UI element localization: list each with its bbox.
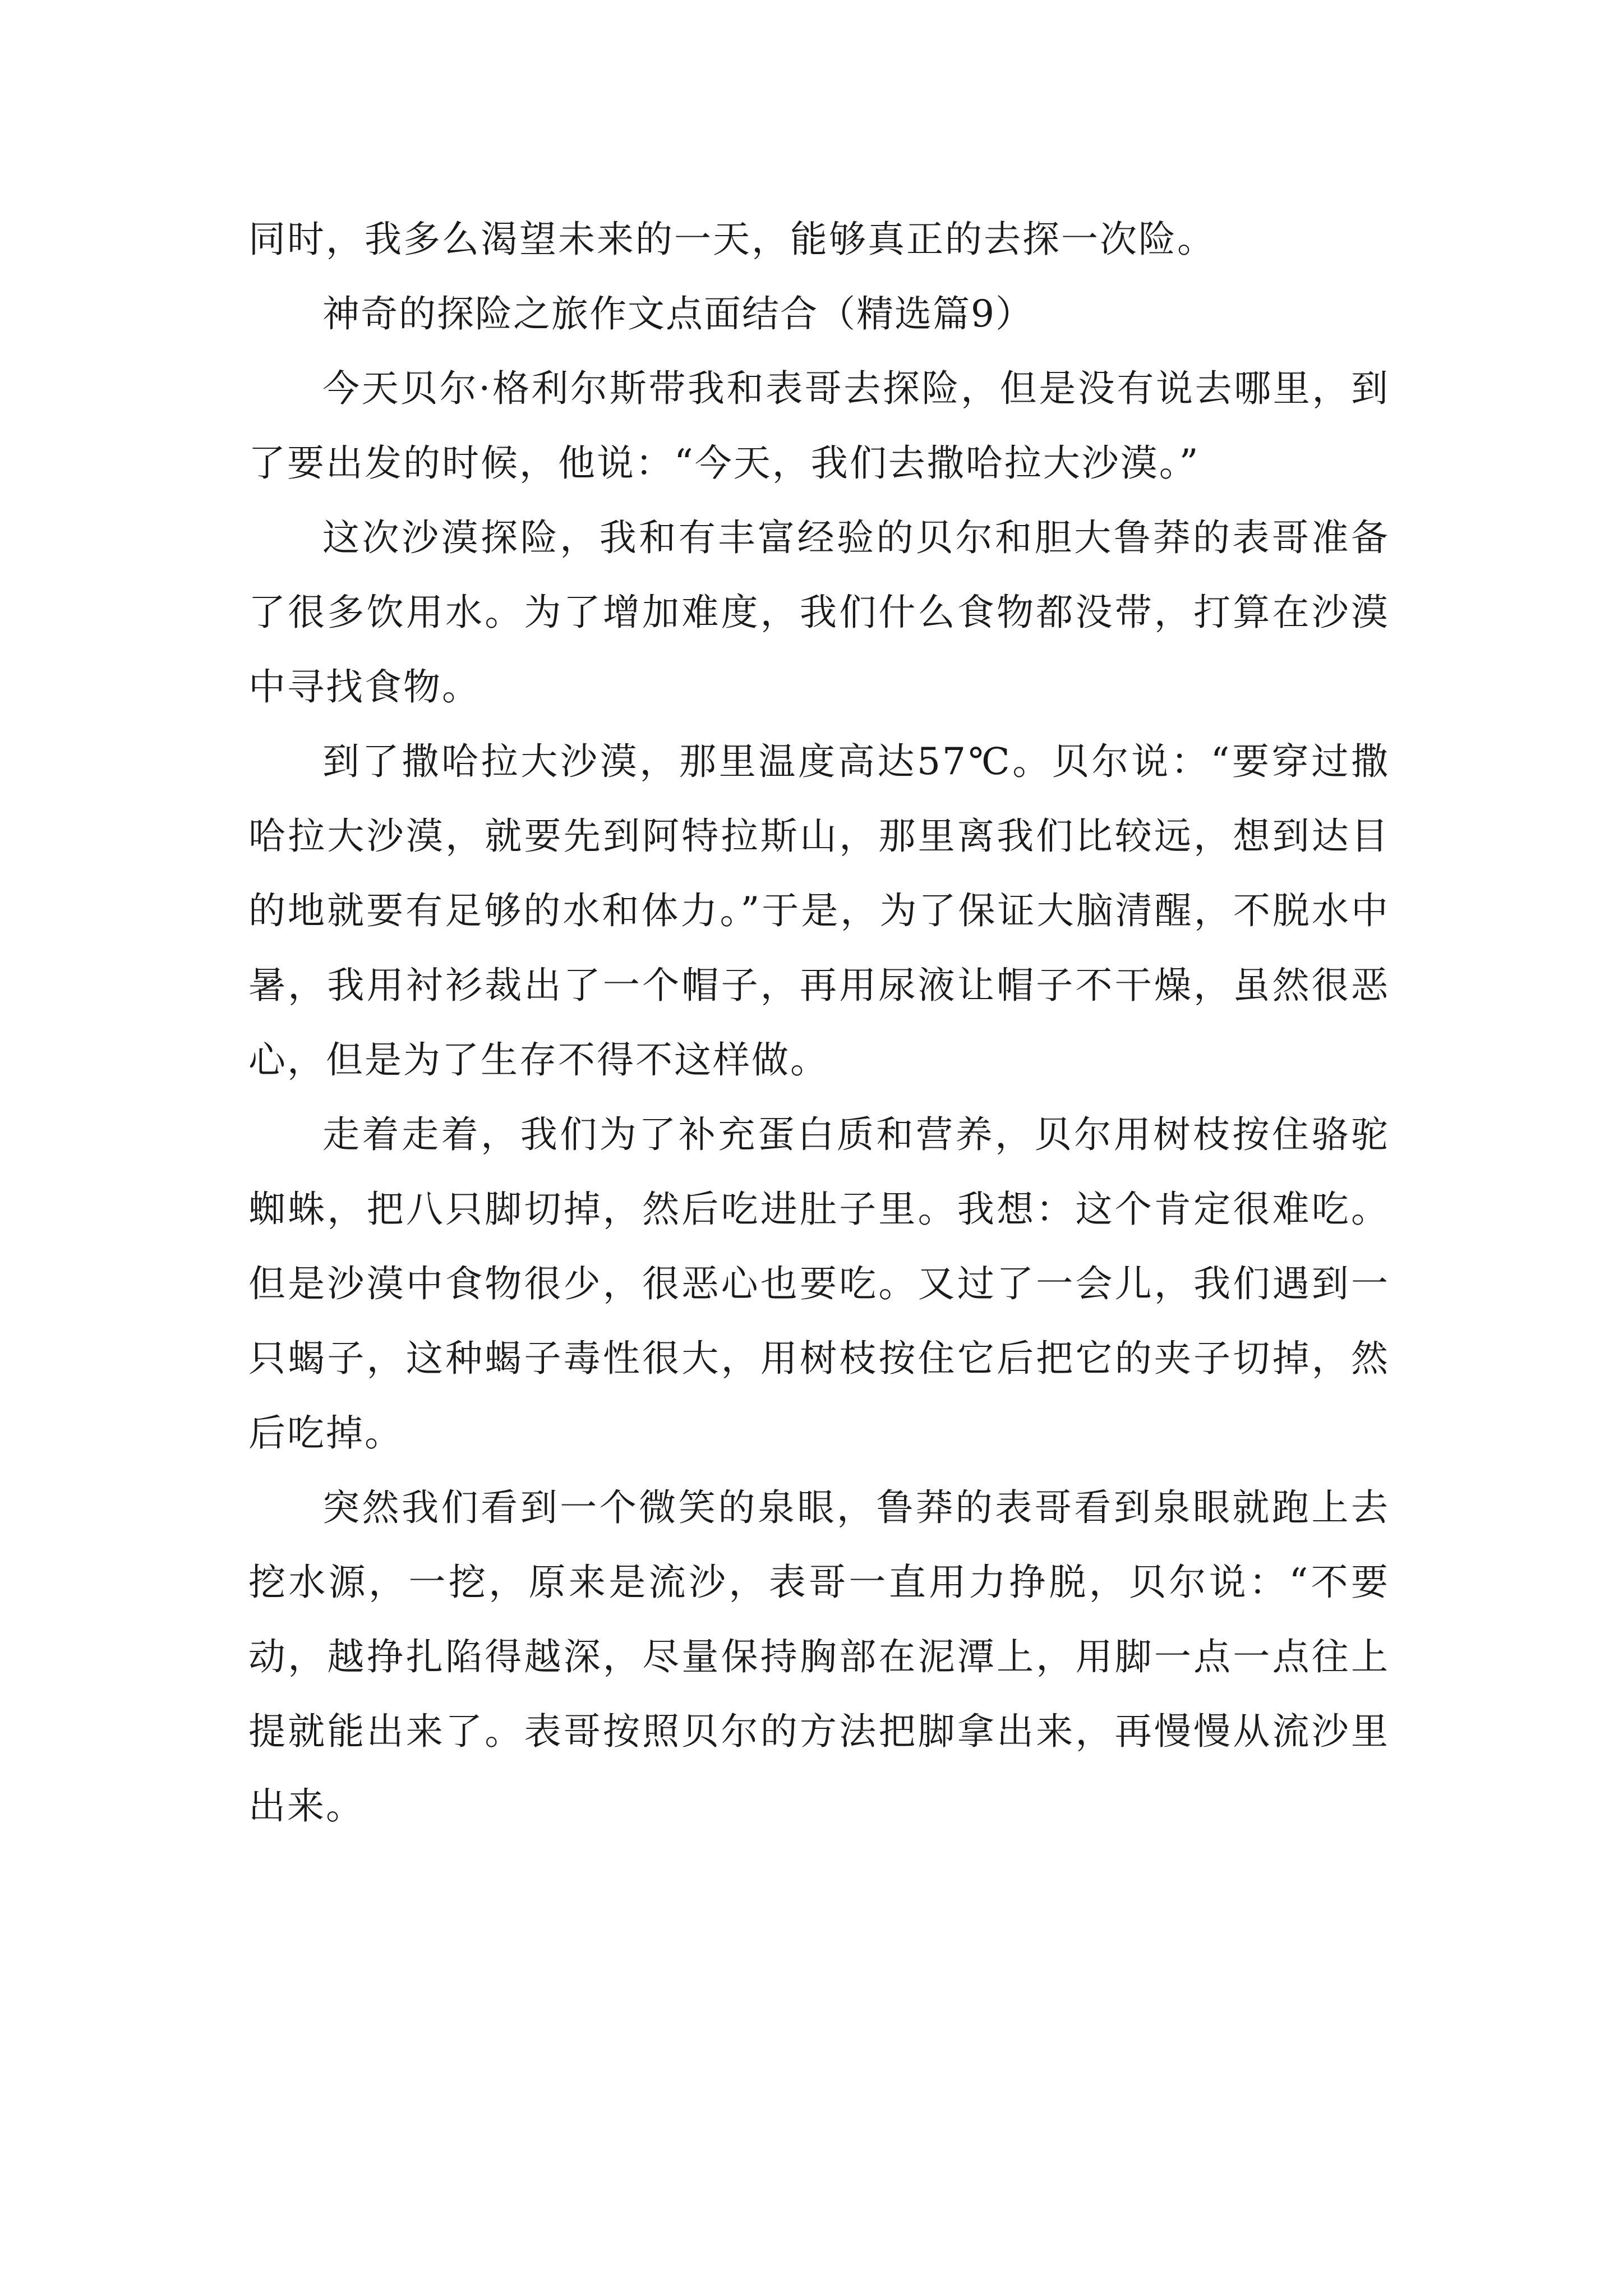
paragraph: 这次沙漠探险，我和有丰富经验的贝尔和胆大鲁莽的表哥准备了很多饮用水。为了增加难度，我们什么食物都没带，打算在沙漠中寻找食物。 <box>248 516 1390 708</box>
paragraph: 今天贝尔·格利尔斯带我和表哥去探险，但是没有说去哪里，到了要出发的时候，他说：“今天，我们去撒哈拉大沙漠。” <box>248 367 1390 485</box>
paragraph: 走着走着，我们为了补充蛋白质和营养，贝尔用树枝按住骆驼蜘蛛，把八只脚切掉，然后吃进肚子里。我想：这个肯定很难吃。但是沙漠中食物很少，很恶心也要吃。又过了一会儿，我们遇到一只蝎子，这种蝎子毒性很大，用树枝按住它后把它的夹子切掉，然后吃掉。 <box>248 1113 1390 1455</box>
document-body <box>248 202 1390 1843</box>
section-heading: 神奇的探险之旅作文点面结合（精选篇9） <box>322 292 1034 335</box>
paragraph: 突然我们看到一个微笑的泉眼，鲁莽的表哥看到泉眼就跑上去挖水源，一挖，原来是流沙，表哥一直用力挣脱，贝尔说：“不要动，越挣扎陷得越深，尽量保持胸部在泥潭上，用脚一点一点往上提就能出来了。表哥按照贝尔的方法把脚拿出来，再慢慢从流沙里出来。 <box>248 1486 1390 1828</box>
paragraph-continuation: 同时，我多么渴望未来的一天，能够真正的去探一次险。 <box>248 218 1216 261</box>
paragraph: 到了撒哈拉大沙漠，那里温度高达57℃。贝尔说：“要穿过撒哈拉大沙漠，就要先到阿特拉斯山，那里离我们比较远，想到达目的地就要有足够的水和体力。”于是，为了保证大脑清醒，不脱水中暑，我用衬衫裁出了一个帽子，再用尿液让帽子不干燥，虽然很恶心，但是为了生存不得不这样做。 <box>248 740 1390 1082</box>
